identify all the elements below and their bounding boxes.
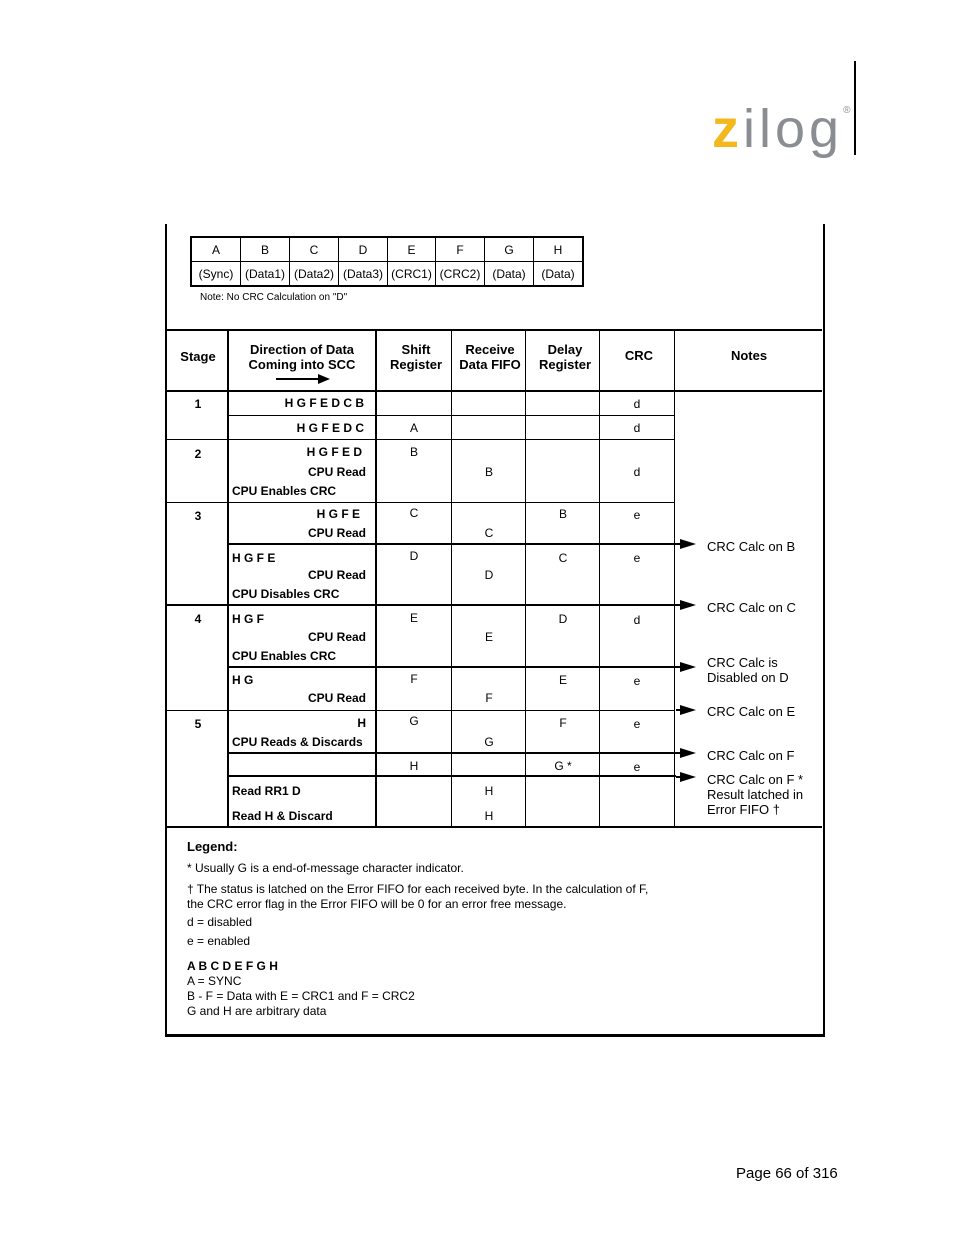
grid-line — [167, 710, 674, 711]
stage-number: 5 — [194, 717, 202, 731]
crc-value: d — [633, 421, 641, 435]
delay-value: F — [559, 716, 567, 730]
note-text: CRC Calc on F — [707, 748, 795, 763]
stage-number: 1 — [194, 397, 202, 411]
header-crc: CRC — [624, 348, 654, 363]
direction-entry: H G F E — [316, 507, 360, 521]
legend-line: d = disabled — [187, 915, 253, 929]
note-text: CRC Calc is — [707, 655, 778, 670]
grid-line — [228, 666, 676, 668]
direction-entry: H G F E D C B — [284, 396, 364, 410]
fifo-value: H — [484, 784, 494, 798]
crc-value: d — [633, 613, 641, 627]
crc-value: e — [633, 674, 641, 688]
sequence-table — [190, 236, 584, 287]
legend-line: e = enabled — [187, 934, 251, 948]
seq-label: (Data1) — [241, 262, 290, 287]
logo-rest: ilog — [743, 99, 844, 159]
page-number: Page 66 of 316 — [736, 1165, 838, 1182]
header-delay-line2: Register — [538, 357, 592, 372]
note-arrow-icon — [676, 661, 696, 673]
note-arrow-icon — [676, 771, 696, 783]
direction-entry: CPU Read — [307, 630, 366, 644]
note-text: CRC Calc on B — [707, 539, 796, 554]
fifo-value: F — [485, 691, 493, 705]
header-fifo — [454, 342, 526, 372]
shift-value: C — [409, 506, 419, 520]
fifo-value: H — [484, 809, 494, 823]
crc-value: e — [633, 717, 641, 731]
header-shift-line1: Shift — [401, 342, 431, 357]
grid-line — [167, 826, 822, 828]
seq-letter: F — [436, 237, 485, 262]
fifo-value: G — [484, 735, 494, 749]
seq-letter: E — [388, 237, 436, 262]
delay-value: C — [558, 551, 568, 565]
shift-value: A — [409, 421, 418, 435]
seq-letter: C — [290, 237, 339, 262]
header-notes: Notes — [730, 348, 768, 363]
seq-label: (Data) — [485, 262, 534, 287]
seq-letter: H — [534, 237, 584, 262]
logo-registered-mark: ® — [843, 105, 851, 116]
grid-line — [167, 329, 822, 331]
sequence-letters-row — [191, 237, 583, 262]
direction-entry — [232, 735, 366, 749]
direction-text: H G — [232, 673, 254, 687]
legend-line: G and H are arbitrary data — [187, 1004, 327, 1018]
shift-value: H — [409, 759, 419, 773]
note-text: CRC Calc on C — [707, 600, 796, 615]
grid-line — [674, 329, 675, 827]
note-text: CRC Calc on F * — [707, 772, 804, 787]
shift-value: G — [409, 714, 419, 728]
crc-value: d — [633, 465, 641, 479]
zilog-logo — [712, 99, 851, 159]
direction-entry — [232, 784, 366, 798]
direction-text: CPU Enables CRC — [232, 649, 337, 663]
direction-entry — [232, 484, 366, 498]
sequence-note: Note: No CRC Calculation on "D" — [200, 292, 348, 303]
direction-text: Read RR1 D — [232, 784, 301, 798]
seq-letter: G — [485, 237, 534, 262]
legend-line: the CRC error flag in the Error FIFO will be 0 for an error free message. — [187, 897, 567, 911]
crc-value: e — [633, 551, 641, 565]
header-direction — [233, 342, 371, 372]
seq-label: (CRC2) — [436, 262, 485, 287]
header-rule — [854, 61, 856, 155]
fifo-value: C — [484, 526, 494, 540]
direction-entry: CPU Read — [307, 526, 366, 540]
seq-letter: B — [241, 237, 290, 262]
note-arrow-icon — [676, 747, 696, 759]
delay-value: G * — [554, 759, 572, 773]
header-shift-line2: Register — [389, 357, 443, 372]
direction-text: Read H & Discard — [232, 809, 333, 823]
direction-text: CPU Reads & Discards — [232, 735, 363, 749]
seq-label: (Sync) — [191, 262, 241, 287]
header-delay-line1: Delay — [547, 342, 583, 357]
shift-value: F — [410, 672, 418, 686]
header-shift — [380, 342, 452, 372]
header-direction-line2: Coming into SCC — [248, 357, 356, 372]
grid-line — [167, 390, 822, 392]
sequence-labels-row — [191, 262, 583, 287]
crc-value: d — [633, 397, 641, 411]
note-text: Disabled on D — [707, 670, 789, 685]
logo-z: z — [712, 99, 743, 159]
seq-label: (Data) — [534, 262, 584, 287]
legend-line: † The status is latched on the Error FIFO for each received byte. In the calculation of F, — [187, 882, 649, 896]
direction-entry — [232, 612, 366, 626]
direction-entry: CPU Read — [307, 568, 366, 582]
direction-entry: H G F E D — [306, 445, 362, 459]
fifo-value: E — [484, 630, 493, 644]
seq-label: (Data3) — [339, 262, 388, 287]
direction-entry — [232, 649, 366, 663]
direction-text: H G F — [232, 612, 264, 626]
legend-line: A = SYNC — [187, 974, 242, 988]
seq-label: (Data2) — [290, 262, 339, 287]
direction-entry: H G F E D C — [296, 421, 364, 435]
stage-number: 3 — [194, 509, 202, 523]
seq-letter: A — [191, 237, 241, 262]
note-text: Result latched in — [707, 787, 804, 802]
note-text: CRC Calc on E — [707, 704, 796, 719]
grid-line — [375, 329, 377, 827]
header-stage: Stage — [180, 349, 216, 364]
direction-text: CPU Enables CRC — [232, 484, 337, 498]
header-fifo-line1: Receive — [465, 342, 515, 357]
direction-entry — [232, 809, 366, 823]
note-arrow-icon — [676, 538, 696, 550]
crc-value: e — [633, 508, 641, 522]
fifo-value: B — [484, 465, 493, 479]
legend-line: B - F = Data with E = CRC1 and F = CRC2 — [187, 989, 415, 1003]
note-arrow-icon — [676, 599, 696, 611]
grid-line — [167, 502, 674, 503]
fifo-value: D — [484, 568, 494, 582]
delay-value: D — [558, 612, 568, 626]
grid-line — [228, 543, 676, 545]
seq-letter: D — [339, 237, 388, 262]
header-direction-line1: Direction of Data — [249, 342, 354, 357]
legend-line: * Usually G is a end-of-message character indicator. — [187, 861, 464, 875]
grid-line — [228, 752, 676, 754]
direction-text: H G F E — [232, 551, 276, 565]
note-arrow-icon — [676, 704, 696, 716]
crc-value: e — [633, 760, 641, 774]
direction-text: CPU Disables CRC — [232, 587, 340, 601]
direction-entry — [232, 673, 366, 687]
grid-line — [167, 439, 674, 440]
note-text: Error FIFO † — [707, 802, 780, 817]
stage-number: 2 — [194, 447, 202, 461]
direction-arrow-icon — [276, 373, 332, 385]
header-fifo-line2: Data FIFO — [459, 357, 521, 372]
legend-title: Legend: — [187, 839, 238, 854]
shift-value: E — [409, 611, 418, 625]
delay-value: B — [558, 507, 567, 521]
direction-entry: CPU Read — [307, 465, 366, 479]
direction-entry — [232, 587, 366, 601]
seq-label: (CRC1) — [388, 262, 436, 287]
direction-entry: CPU Read — [307, 691, 366, 705]
direction-entry: H — [357, 716, 366, 730]
shift-value: B — [409, 445, 418, 459]
header-delay — [528, 342, 602, 372]
legend-line: A B C D E F G H — [187, 959, 278, 973]
delay-value: E — [558, 673, 567, 687]
grid-line — [228, 775, 676, 777]
direction-entry — [232, 551, 366, 565]
shift-value: D — [409, 549, 419, 563]
stage-number: 4 — [194, 612, 202, 626]
